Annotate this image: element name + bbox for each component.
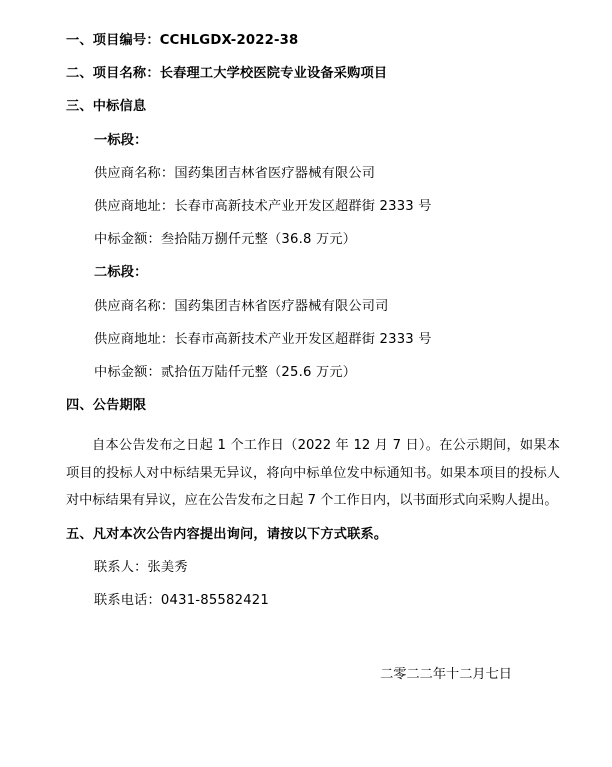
lot-1-bid-amount: 中标金额：叁拾陆万捌仟元整（36.8 万元）	[94, 232, 357, 248]
lot-2-supplier-address: 供应商地址：长春市高新技术产业开发区超群街 2333 号	[94, 331, 432, 347]
lot-1-title: 一标段：	[94, 132, 148, 148]
section-inquiry-heading: 五、凡对本次公告内容提出询问，请按以下方式联系。	[66, 526, 388, 542]
lot-2-supplier-name: 供应商名称：国药集团吉林省医疗器械有限公司司	[94, 298, 389, 314]
lot-1-supplier-address: 供应商地址：长春市高新技术产业开发区超群街 2333 号	[94, 199, 432, 215]
lot-2-title: 二标段：	[94, 265, 148, 281]
signature-date: 二零二二年十二月七日	[380, 667, 512, 683]
notice-period-paragraph: 自本公告发布之日起 1 个工作日（2022 年 12 月 7 日）。在公示期间，如果本项目的投标人对中标结果无异议，将向中标单位发中标通知书。如果本项目的投标人对中标结果有异议，应在公告发布之日起 7 个工作日内，以书面形式向采购人提出。	[66, 438, 560, 508]
lot-1-supplier-name: 供应商名称：国药集团吉林省医疗器械有限公司	[94, 165, 376, 181]
section-project-name: 二、项目名称：长春理工大学校医院专业设备采购项目	[66, 66, 388, 82]
section-project-number: 一、项目编号：CCHLGDX-2022-38	[66, 33, 299, 48]
section-bid-result: 三、中标信息	[66, 99, 147, 115]
contact-phone: 联系电话：0431-85582421	[94, 593, 269, 609]
contact-person: 联系人：张美秀	[94, 559, 188, 575]
section-notice-period-heading: 四、公告期限	[66, 398, 147, 414]
lot-2-bid-amount: 中标金额：贰拾伍万陆仟元整（25.6 万元）	[94, 365, 357, 381]
